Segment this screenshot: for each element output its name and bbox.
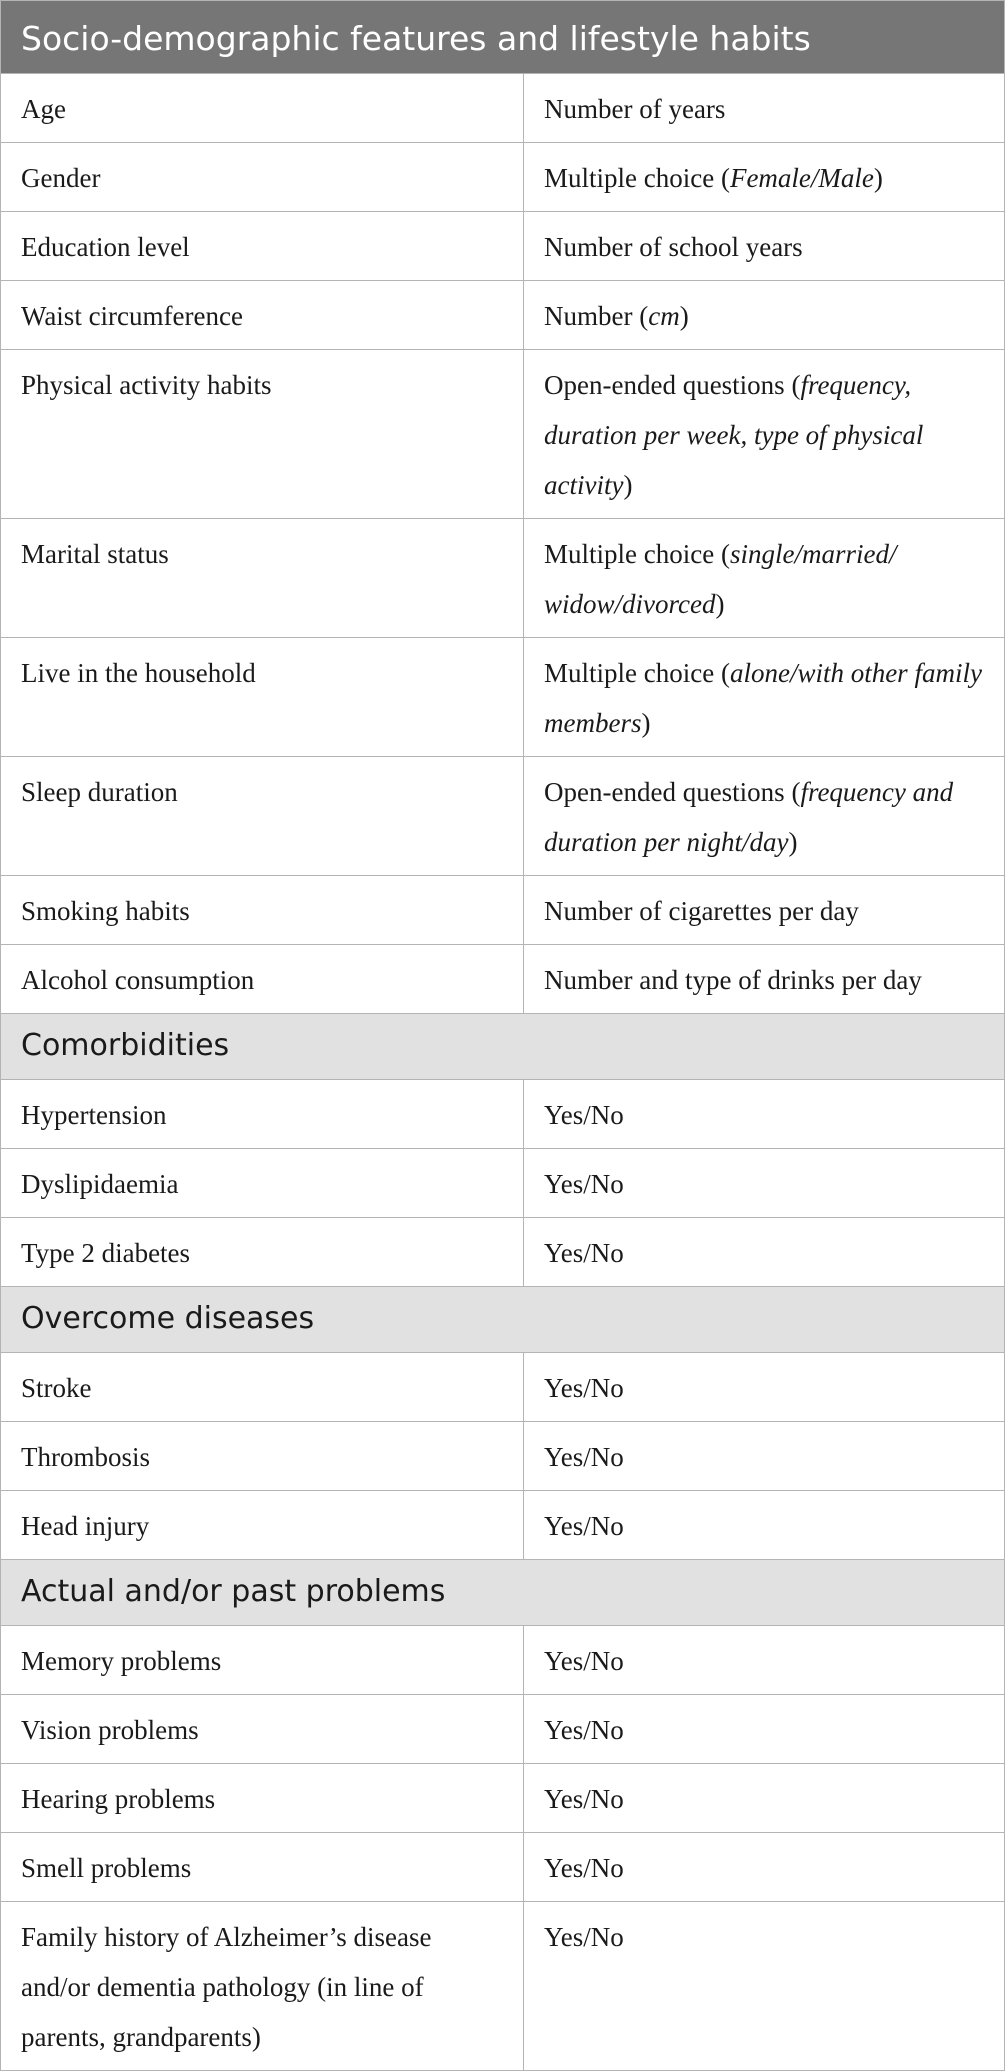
table-body xyxy=(1,1,1005,2071)
item-label: Hypertension xyxy=(1,1080,524,1149)
item-label: Live in the household xyxy=(1,638,524,757)
table-row xyxy=(1,1902,1005,2071)
table-row xyxy=(1,350,1005,519)
table-row xyxy=(1,1353,1005,1422)
italic-option-text: single/married/ widow/divorced xyxy=(544,539,897,619)
table-row xyxy=(1,519,1005,638)
italic-option-text: frequency and duration per night/day xyxy=(544,777,954,857)
item-label: Marital status xyxy=(1,519,524,638)
table-row xyxy=(1,757,1005,876)
item-label: Vision problems xyxy=(1,1695,524,1764)
item-response-type: Yes/No xyxy=(524,1218,1005,1287)
item-response-type: Multiple choice (Female/Male) xyxy=(524,143,1005,212)
section-title: Overcome diseases xyxy=(1,1287,1005,1353)
item-label: Thrombosis xyxy=(1,1422,524,1491)
item-label: Alcohol consumption xyxy=(1,945,524,1014)
item-label: Type 2 diabetes xyxy=(1,1218,524,1287)
table-row xyxy=(1,281,1005,350)
table-row xyxy=(1,1695,1005,1764)
italic-option-text: alone/with other family members xyxy=(544,658,982,738)
item-response-type: Open-ended questions (frequency and duration per night/day) xyxy=(524,757,1005,876)
table-row xyxy=(1,74,1005,143)
item-label: Waist circumference xyxy=(1,281,524,350)
section-header-row xyxy=(1,1560,1005,1626)
table-row xyxy=(1,1833,1005,1902)
item-response-type: Yes/No xyxy=(524,1422,1005,1491)
table-row xyxy=(1,1491,1005,1560)
table-row xyxy=(1,1080,1005,1149)
item-label: Family history of Alzheimer’s disease and/or dementia pathology (in line of parents, grandparents) xyxy=(1,1902,524,2071)
item-label: Age xyxy=(1,74,524,143)
item-response-type: Number of years xyxy=(524,74,1005,143)
italic-option-text: Female/Male xyxy=(729,163,874,193)
table-row xyxy=(1,1764,1005,1833)
section-title: Comorbidities xyxy=(1,1014,1005,1080)
table-row xyxy=(1,1626,1005,1695)
item-label: Smoking habits xyxy=(1,876,524,945)
table-row xyxy=(1,1218,1005,1287)
table-row xyxy=(1,143,1005,212)
italic-option-text: cm xyxy=(648,301,680,331)
item-label: Smell problems xyxy=(1,1833,524,1902)
item-label: Education level xyxy=(1,212,524,281)
table-row xyxy=(1,212,1005,281)
item-response-type: Yes/No xyxy=(524,1764,1005,1833)
item-response-type: Yes/No xyxy=(524,1626,1005,1695)
item-label: Head injury xyxy=(1,1491,524,1560)
item-label: Physical activity habits xyxy=(1,350,524,519)
table-title: Socio-demographic features and lifestyle habits xyxy=(1,1,1005,74)
table-row xyxy=(1,1149,1005,1218)
item-response-type: Yes/No xyxy=(524,1695,1005,1764)
section-header-row xyxy=(1,1014,1005,1080)
item-label: Dyslipidaemia xyxy=(1,1149,524,1218)
section-header-row xyxy=(1,1287,1005,1353)
table-row xyxy=(1,1422,1005,1491)
item-response-type: Yes/No xyxy=(524,1080,1005,1149)
table-header-row xyxy=(1,1,1005,74)
item-response-type: Number of cigarettes per day xyxy=(524,876,1005,945)
item-response-type: Open-ended questions (frequency, duration per week, type of physical activity) xyxy=(524,350,1005,519)
item-response-type: Yes/No xyxy=(524,1149,1005,1218)
item-response-type: Number of school years xyxy=(524,212,1005,281)
item-response-type: Multiple choice (single/married/ widow/divorced) xyxy=(524,519,1005,638)
item-response-type: Yes/No xyxy=(524,1353,1005,1422)
italic-option-text: frequency, duration per week, type of physical activity xyxy=(544,370,924,500)
item-label: Sleep duration xyxy=(1,757,524,876)
table-row xyxy=(1,638,1005,757)
item-response-type: Number and type of drinks per day xyxy=(524,945,1005,1014)
item-response-type: Multiple choice (alone/with other family members) xyxy=(524,638,1005,757)
item-response-type: Number (cm) xyxy=(524,281,1005,350)
item-label: Memory problems xyxy=(1,1626,524,1695)
item-label: Hearing problems xyxy=(1,1764,524,1833)
item-response-type: Yes/No xyxy=(524,1491,1005,1560)
item-label: Stroke xyxy=(1,1353,524,1422)
table-row xyxy=(1,945,1005,1014)
item-response-type: Yes/No xyxy=(524,1902,1005,2071)
section-title: Actual and/or past problems xyxy=(1,1560,1005,1626)
item-response-type: Yes/No xyxy=(524,1833,1005,1902)
item-label: Gender xyxy=(1,143,524,212)
table-row xyxy=(1,876,1005,945)
